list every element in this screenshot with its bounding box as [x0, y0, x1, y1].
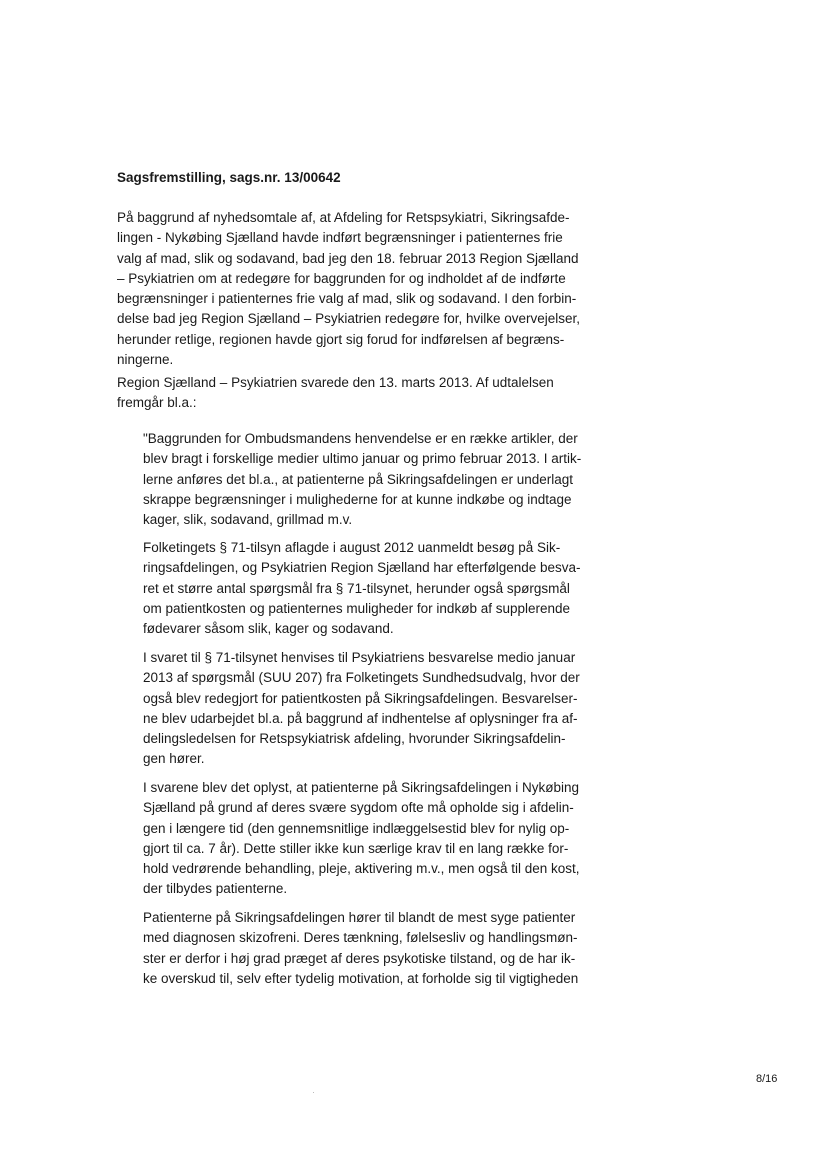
text-line: blev bragt i forskellige medier ultimo januar og primo februar 2013. I artik-: [143, 451, 582, 467]
text-line: om patientkosten og patienternes muligheder for indkøb af supplerende: [143, 600, 571, 616]
text-line: lingen - Nykøbing Sjælland havde indført begrænsninger i patienternes frie: [117, 230, 563, 246]
text-line: fremgår bl.a.:: [117, 395, 197, 411]
text-line: Folketingets § 71-tilsyn aflagde i august 2012 uanmeldt besøg på Sik-: [143, 540, 561, 555]
text-line: begrænsninger i patienternes frie valg af mad, slik og sodavand. I den forbin-: [117, 291, 577, 307]
quote-paragraph-5: [143, 908, 589, 989]
text-line: gen i længere tid (den gennemsnitlige indlæggelsestid blev for nylig op-: [143, 820, 570, 836]
text-line: Patienterne på Sikringsafdelingen hører til blandt de mest syge patienter: [143, 910, 576, 925]
text-line: gen hører.: [143, 751, 205, 767]
text-line: valg af mad, slik og sodavand, bad jeg den 18. februar 2013 Region Sjælland: [117, 250, 579, 266]
text-line: gjort til ca. 7 år). Dette stiller ikke kun særlige krav til en lang række for-: [143, 840, 569, 856]
text-line: Sjælland på grund af deres svære sygdom ofte må opholde sig i afdelin-: [143, 800, 574, 816]
document-heading: Sagsfremstilling, sags.nr. 13/00642: [117, 170, 341, 185]
text-line: hold vedrørende behandling, pleje, aktivering m.v., men også til den kost,: [143, 861, 580, 877]
text-line: I svaret til § 71-tilsynet henvises til Psykiatriens besvarelse medio januar: [143, 650, 576, 665]
page-number: 8/16: [756, 1073, 778, 1085]
text-line: ster er derfor i høj grad præget af deres psykotiske tilstand, og de har ik-: [143, 950, 576, 966]
quote-paragraph-1: [143, 429, 589, 530]
text-line: delse bad jeg Region Sjælland – Psykiatrien redegøre for, hvilke overvejelser,: [117, 311, 581, 327]
response-paragraph: [117, 373, 589, 414]
text-line: ne blev udarbejdet bl.a. på baggrund af indhentelse af oplysninger fra af-: [143, 710, 578, 726]
text-line: "Baggrunden for Ombudsmandens henvendelse er en række artikler, der: [143, 431, 578, 446]
scan-artifact-dot: [313, 1092, 314, 1093]
text-line: der tilbydes patienterne.: [143, 881, 288, 897]
text-line: også blev redegjort for patientkosten på Sikringsafdelingen. Besvarelser-: [143, 690, 578, 706]
text-line: herunder retlige, regionen havde gjort sig forud for indførelsen af begræns-: [117, 331, 565, 347]
text-line: lerne anføres det bl.a., at patienterne på Sikringsafdelingen er underlagt: [143, 471, 574, 487]
quote-paragraph-2: [143, 538, 589, 639]
text-line: delingsledelsen for Retspsykiatrisk afdeling, hvorunder Sikringsafdelin-: [143, 731, 566, 747]
text-line: 2013 af spørgsmål (SUU 207) fra Folketingets Sundhedsudvalg, hvor der: [143, 670, 580, 686]
text-line: På baggrund af nyhedsomtale af, at Afdeling for Retspsykiatri, Sikringsafde-: [117, 210, 570, 225]
text-line: fødevarer såsom slik, kager og sodavand.: [143, 621, 394, 637]
intro-paragraph: [117, 208, 589, 370]
quote-paragraph-4: [143, 778, 589, 900]
text-line: ringsafdelingen, og Psykiatrien Region Sjælland har efterfølgende besva-: [143, 560, 581, 576]
text-line: ningerne.: [117, 352, 174, 368]
text-line: kager, slik, sodavand, grillmad m.v.: [143, 512, 353, 528]
text-line: med diagnosen skizofreni. Deres tænkning, følelsesliv og handlingsmøn-: [143, 930, 578, 946]
text-line: ret et større antal spørgsmål fra § 71-tilsynet, herunder også spørgsmål: [143, 580, 570, 596]
text-line: I svarene blev det oplyst, at patienterne på Sikringsafdelingen i Nykøbing: [143, 780, 580, 795]
text-line: skrappe begrænsninger i mulighederne for at kunne indkøbe og indtage: [143, 491, 572, 507]
text-line: Region Sjælland – Psykiatrien svarede den 13. marts 2013. Af udtalelsen: [117, 375, 554, 390]
text-line: ke overskud til, selv efter tydelig motivation, at forholde sig til vigtigheden: [143, 970, 579, 986]
text-line: – Psykiatrien om at redegøre for baggrunden for og indholdet af de indførte: [117, 270, 566, 286]
quote-paragraph-3: [143, 648, 589, 770]
